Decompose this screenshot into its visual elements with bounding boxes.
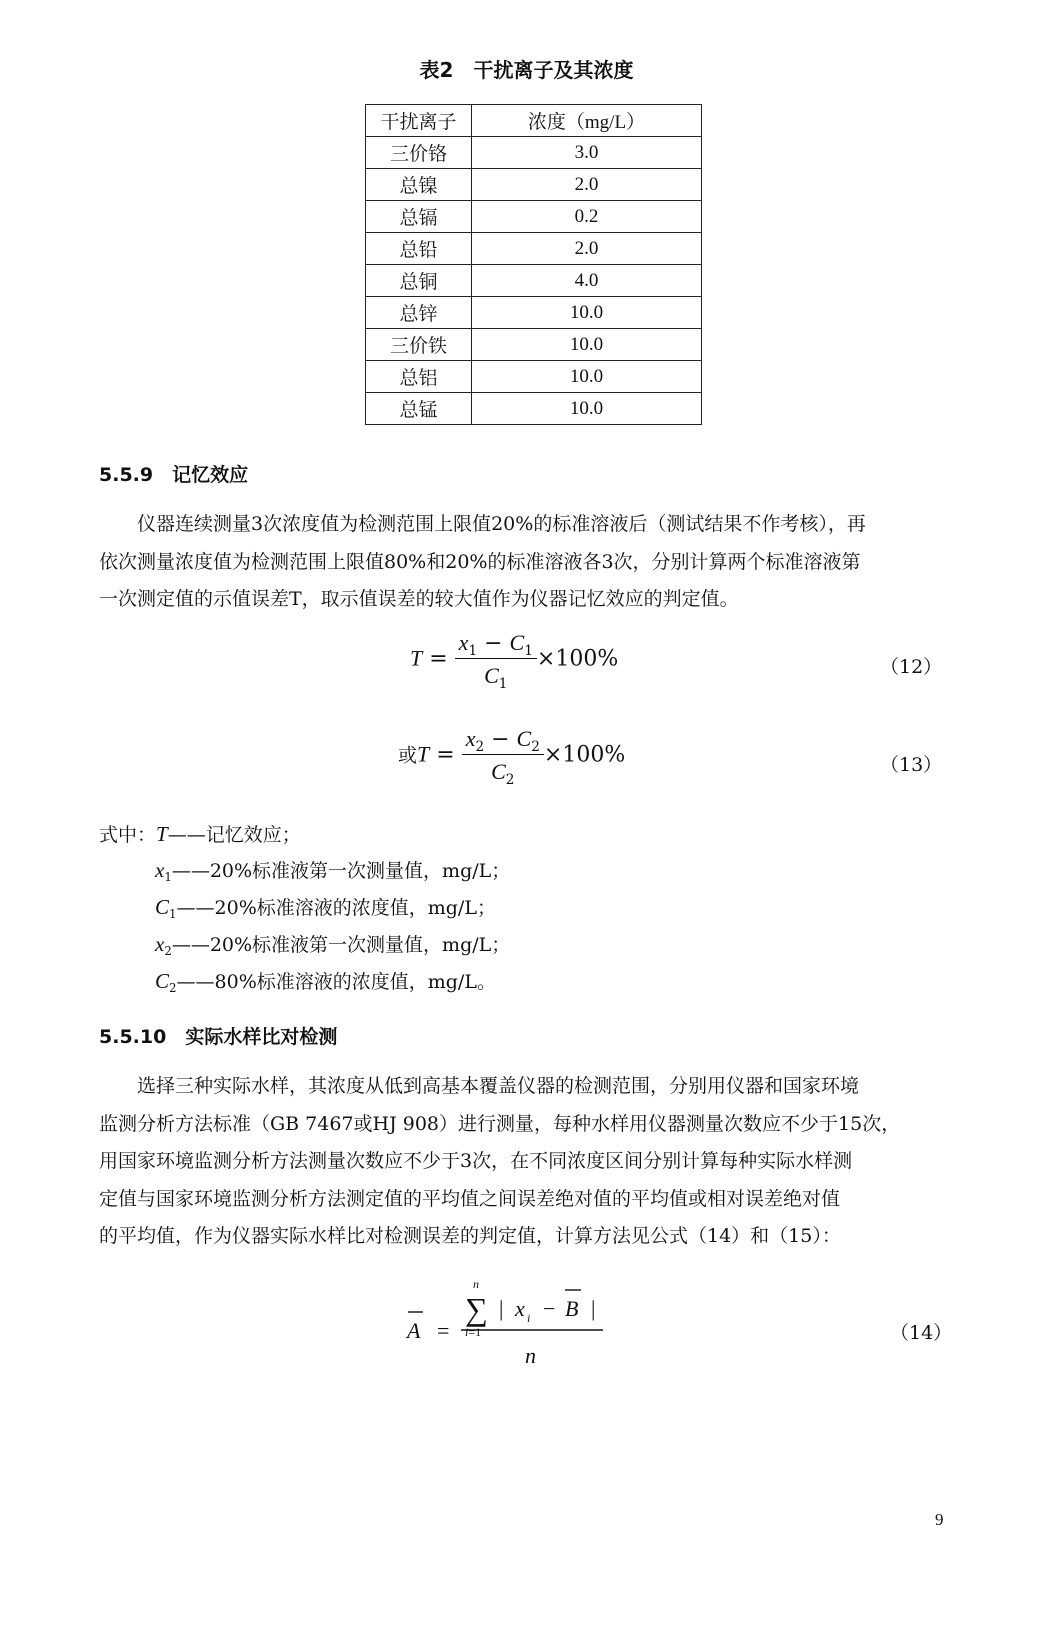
table-row <box>366 137 702 169</box>
svg-text:i=1: i=1 <box>465 1325 482 1339</box>
ion-concentration: 10.0 <box>472 297 702 329</box>
svg-text:|: | <box>499 1296 504 1321</box>
ion-name: 总锌 <box>366 297 472 329</box>
water-sample-paragraph <box>99 1068 967 1256</box>
svg-text:n: n <box>473 1277 479 1291</box>
definition-text: ——20%标准液第一次测量值，mg/L； <box>171 934 511 956</box>
equation-number: （12） <box>880 656 943 678</box>
ion-name: 总镍 <box>366 169 472 201</box>
paragraph-line: 的平均值，作为仪器实际水样比对检测误差的判定值，计算方法见公式（14）和（15）： <box>99 1225 841 1247</box>
definition-text: ——记忆效应； <box>167 824 301 846</box>
ion-concentration: 2.0 <box>472 169 702 201</box>
definition-x2: $x_2——20\%$标准液第一次测量值，mg/L； <box>155 932 511 959</box>
table-row <box>366 265 702 297</box>
ion-name: 三价铁 <box>366 329 472 361</box>
ion-name: 三价铬 <box>366 137 472 169</box>
table-header: 干扰离子 <box>366 105 472 137</box>
table-row <box>366 201 702 233</box>
where-line: 式中：T——记忆效应； <box>99 822 301 846</box>
ion-name: 总铅 <box>366 233 472 265</box>
paragraph-line: 监测分析方法标准（GB 7467或HJ 908）进行测量，每种水样用仪器测量次数应不少于15次， <box>99 1112 901 1135</box>
svg-text:x: x <box>515 1296 525 1321</box>
ion-concentration: 4.0 <box>472 265 702 297</box>
ion-concentration: 0.2 <box>472 201 702 233</box>
where-label: 式中： <box>99 824 157 846</box>
paragraph-line: 用国家环境监测分析方法测量次数应不少于3次，在不同浓度区间分别计算每种实际水样测 <box>99 1150 853 1172</box>
table-row <box>366 361 702 393</box>
paragraph-line: 定值与国家环境监测分析方法测定值的平均值之间误差绝对值的平均值或相对误差绝对值 <box>99 1187 841 1210</box>
page-number: 9 <box>935 1510 944 1529</box>
definition-c2: $C_2——80\%$标准溶液的浓度值，mg/L。 <box>155 969 496 996</box>
svg-text:|: | <box>591 1296 596 1321</box>
ion-concentration: 3.0 <box>472 137 702 169</box>
definition-c1: $C_1——20\%$标准溶液的浓度值，mg/L； <box>155 895 496 922</box>
table-header-row <box>366 105 702 137</box>
ion-name: 总锰 <box>366 393 472 425</box>
paragraph-line: 仪器连续测量3次浓度值为检测范围上限值20%的标准溶液后（测试结果不作考核），再 <box>137 513 866 535</box>
table-title: 表2 干扰离子及其浓度 <box>419 58 634 82</box>
table-row <box>366 233 702 265</box>
table-row <box>366 169 702 201</box>
equation-13: 或T = $\frac{x_2 - C_2}{C_2}$ ×100% <box>398 726 626 788</box>
paragraph-line: 选择三种实际水样，其浓度从低到高基本覆盖仪器的检测范围，分别用仪器和国家环境 <box>137 1075 860 1097</box>
section-heading-water-sample-comparison: 5.5.10 实际水样比对检测 <box>99 1026 338 1048</box>
paragraph-line: 一次测定值的示值误差T，取示值误差的较大值作为仪器记忆效应的判定值。 <box>99 588 739 610</box>
memory-effect-paragraph <box>99 506 967 619</box>
equation-number: （14） <box>890 1322 953 1344</box>
ion-name: 总铝 <box>366 361 472 393</box>
definition-x1: $x_1——20\%$标准液第一次测量值，mg/L； <box>155 858 511 885</box>
svg-text:=: = <box>437 1318 450 1343</box>
svg-text:A: A <box>407 1318 421 1343</box>
interference-ions-table <box>365 104 702 425</box>
ion-name: 总镉 <box>366 201 472 233</box>
ion-concentration: 10.0 <box>472 329 702 361</box>
ion-concentration: 10.0 <box>472 361 702 393</box>
equation-14 <box>395 1270 625 1380</box>
section-heading-memory-effect: 5.5.9 记忆效应 <box>99 464 249 486</box>
table-row <box>366 329 702 361</box>
svg-text:n: n <box>525 1343 536 1368</box>
definition-text: ——80%标准溶液的浓度值，mg/L。 <box>176 971 496 993</box>
svg-text:∑: ∑ <box>465 1291 488 1327</box>
table-row <box>366 297 702 329</box>
table-header: 浓度（mg/L） <box>472 105 702 137</box>
definition-text: ——20%标准溶液的浓度值，mg/L； <box>176 897 496 919</box>
equation-prefix: 或 <box>398 744 418 767</box>
ion-name: 总铜 <box>366 265 472 297</box>
svg-text:−: − <box>543 1296 556 1321</box>
svg-text:B: B <box>565 1296 579 1321</box>
ion-concentration: 10.0 <box>472 393 702 425</box>
equation-12: T = $\frac{x_1 - C_1}{C_1}$ ×100% <box>410 630 619 692</box>
svg-text:i: i <box>527 1311 531 1325</box>
table-row <box>366 393 702 425</box>
paragraph-line: 依次测量浓度值为检测范围上限值80%和20%的标准溶液各3次，分别计算两个标准溶液第 <box>99 550 861 573</box>
ion-concentration: 2.0 <box>472 233 702 265</box>
definition-text: ——20%标准液第一次测量值，mg/L； <box>171 860 511 882</box>
equation-number: （13） <box>880 754 943 776</box>
